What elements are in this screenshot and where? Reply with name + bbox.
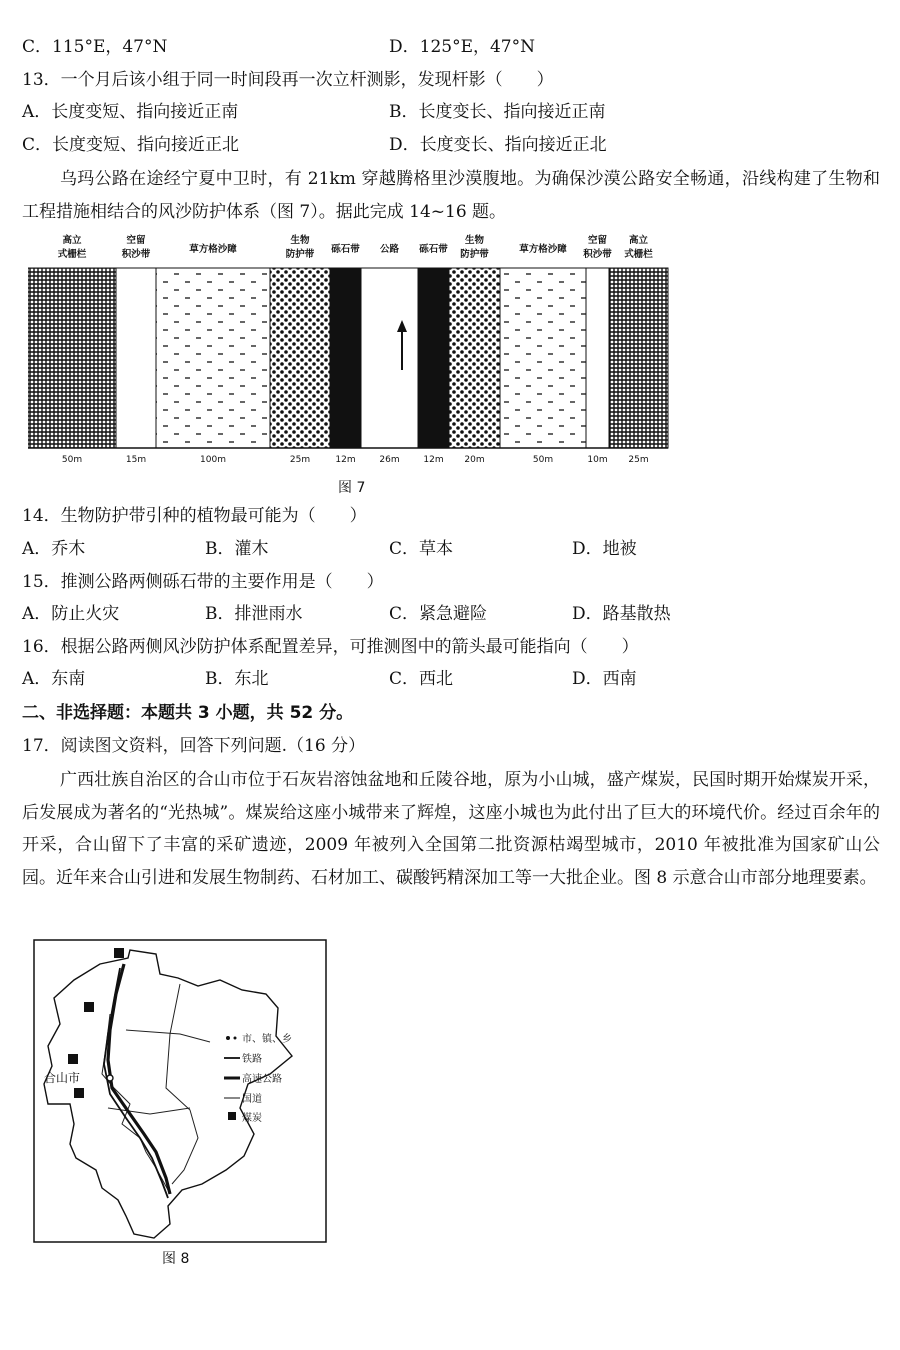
band-label: 生物 [464,235,485,246]
q14-option-d: D．地被 [572,539,637,559]
city-label: 合山市 [44,1071,81,1085]
q16-option-b: B．东北 [205,669,269,689]
band-label: 空留 [126,235,146,246]
map-legend [224,1032,292,1124]
band-gravel-belt [418,268,449,448]
band-width-label: 12m [335,455,356,465]
band-width-label: 100m [200,455,226,465]
band-label: 防护带 [285,249,315,260]
band-width-label: 12m [423,455,444,465]
q16-option-c: C．西北 [389,669,454,689]
band-highway [361,268,418,448]
q13-option-d: D．长度变长、指向接近正北 [389,135,607,155]
band-gravel-belt [330,268,361,448]
q13-stem: 13．一个月后该小组于同一时间段再一次立杆测影，发现杆影（ ） [22,70,554,90]
band-sand-accumulation-belt [586,268,609,448]
coal-mine-icon [84,1002,94,1012]
q14-option-c: C．草本 [389,539,454,559]
figure-8-caption: 图 8 [162,1251,190,1267]
band-width-label: 50m [532,455,554,465]
band-width-label: 25m [628,455,649,465]
band-bio-protection-belt [449,268,500,448]
figure-7-diagram [28,230,678,470]
band-label: 砾石带 [419,244,448,255]
q14-stem: 14．生物防护带引种的植物最可能为（ ） [22,506,367,526]
national-road [166,984,198,1184]
band-high-fence [609,268,668,448]
band-label: 防护带 [460,249,489,260]
band-high-fence [28,268,116,448]
q15-option-a: A．防止火灾 [22,604,120,624]
band-label: 生物 [290,235,310,246]
band-label: 空留 [587,235,608,246]
svg-text:国道: 国道 [242,1094,262,1105]
figure-7-caption: 图 7 [338,480,366,496]
q15-option-b: B．排泄雨水 [205,604,303,624]
q13-option-c: C．长度变短、指向接近正北 [22,135,240,155]
svg-text:煤炭: 煤炭 [242,1113,262,1124]
q13-option-a: A．长度变短、指向接近正南 [22,102,239,122]
coal-mine-icon [114,948,124,958]
band-width-label: 10m [587,455,608,465]
band-label: 积沙带 [583,249,612,260]
legend-town-icon [226,1036,230,1040]
band-straw-checkerboard [500,268,586,448]
band-label: 高立 [62,235,82,246]
national-road [102,1014,168,1190]
expressway [108,964,170,1194]
q14-option-b: B．灌木 [205,539,269,559]
svg-text:高速公路: 高速公路 [242,1074,282,1085]
band-label: 式栅栏 [57,249,87,260]
q16-option-a: A．东南 [22,669,86,689]
q15-option-c: C．紧急避险 [389,604,488,624]
figure-8-map [30,938,330,1248]
band-label: 草方格沙障 [519,244,567,255]
band-label: 公路 [379,244,400,255]
svg-text:市、镇、乡: 市、镇、乡 [242,1034,292,1045]
section-2-heading: 二、非选择题：本题共 3 小题，共 52 分。 [22,703,354,723]
q12-option-c: C．115°E，47°N [22,37,168,57]
q13-option-b: B．长度变长、指向接近正南 [389,102,606,122]
q14-option-a: A．乔木 [22,539,86,559]
q12-option-d: D．125°E，47°N [389,37,535,57]
railway [104,968,168,1198]
band-width-label: 20m [464,455,485,465]
band-bio-protection-belt [270,268,330,448]
coal-mine-icon [74,1088,84,1098]
band-label: 砾石带 [331,244,360,255]
city-dot-icon [107,1075,113,1081]
q16-stem: 16．根据公路两侧风沙防护体系配置差异，可推测图中的箭头最可能指向（ ） [22,637,639,657]
band-label: 积沙带 [121,249,151,260]
band-width-label: 26m [379,455,400,465]
intro-q14-16: 乌玛公路在途经宁夏中卫时，有 21km 穿越腾格里沙漠腹地。为确保沙漠公路安全畅通，沿线构建了生物和工程措施相结合的风沙防护体系（图 7）。据此完成 14~16 题。 [22,169,880,222]
coal-mine-icon [68,1054,78,1064]
band-straw-checkerboard [156,268,270,448]
q15-option-d: D．路基散热 [572,604,671,624]
svg-text:铁路: 铁路 [242,1054,262,1065]
band-width-label: 25m [289,455,311,465]
national-road [126,1030,210,1042]
band-label: 式栅栏 [624,249,653,260]
q15-stem: 15．推测公路两侧砾石带的主要作用是（ ） [22,572,384,592]
band-sand-accumulation-belt [116,268,156,448]
band-label: 草方格沙障 [189,244,237,255]
band-width-label: 50m [61,455,83,465]
q17-stem: 17．阅读图文资料，回答下列问题.（16 分） [22,736,366,756]
legend-coal-icon [228,1112,236,1120]
q17-passage: 广西壮族自治区的合山市位于石灰岩溶蚀盆地和丘陵谷地，原为小山城，盛产煤炭，民国时期开始煤炭开采，后发展成为著名的“光热城”。煤炭给这座小城带来了辉煌，这座小城也为此付出了巨大的环境代价。经过百余年的开采，合山留下了丰富的采矿遗迹，2009 年被列入全国第二批资源枯竭型城市，2010 年被批准为国家矿山公园。近年来合山引进和发展生物制药、石材加工、碳酸钙精深加工等一大批企业。图 8 示意合山市部分地理要素。 [22,770,880,888]
q16-option-d: D．西南 [572,669,637,689]
band-label: 高立 [628,235,649,246]
band-width-label: 15m [125,455,147,465]
